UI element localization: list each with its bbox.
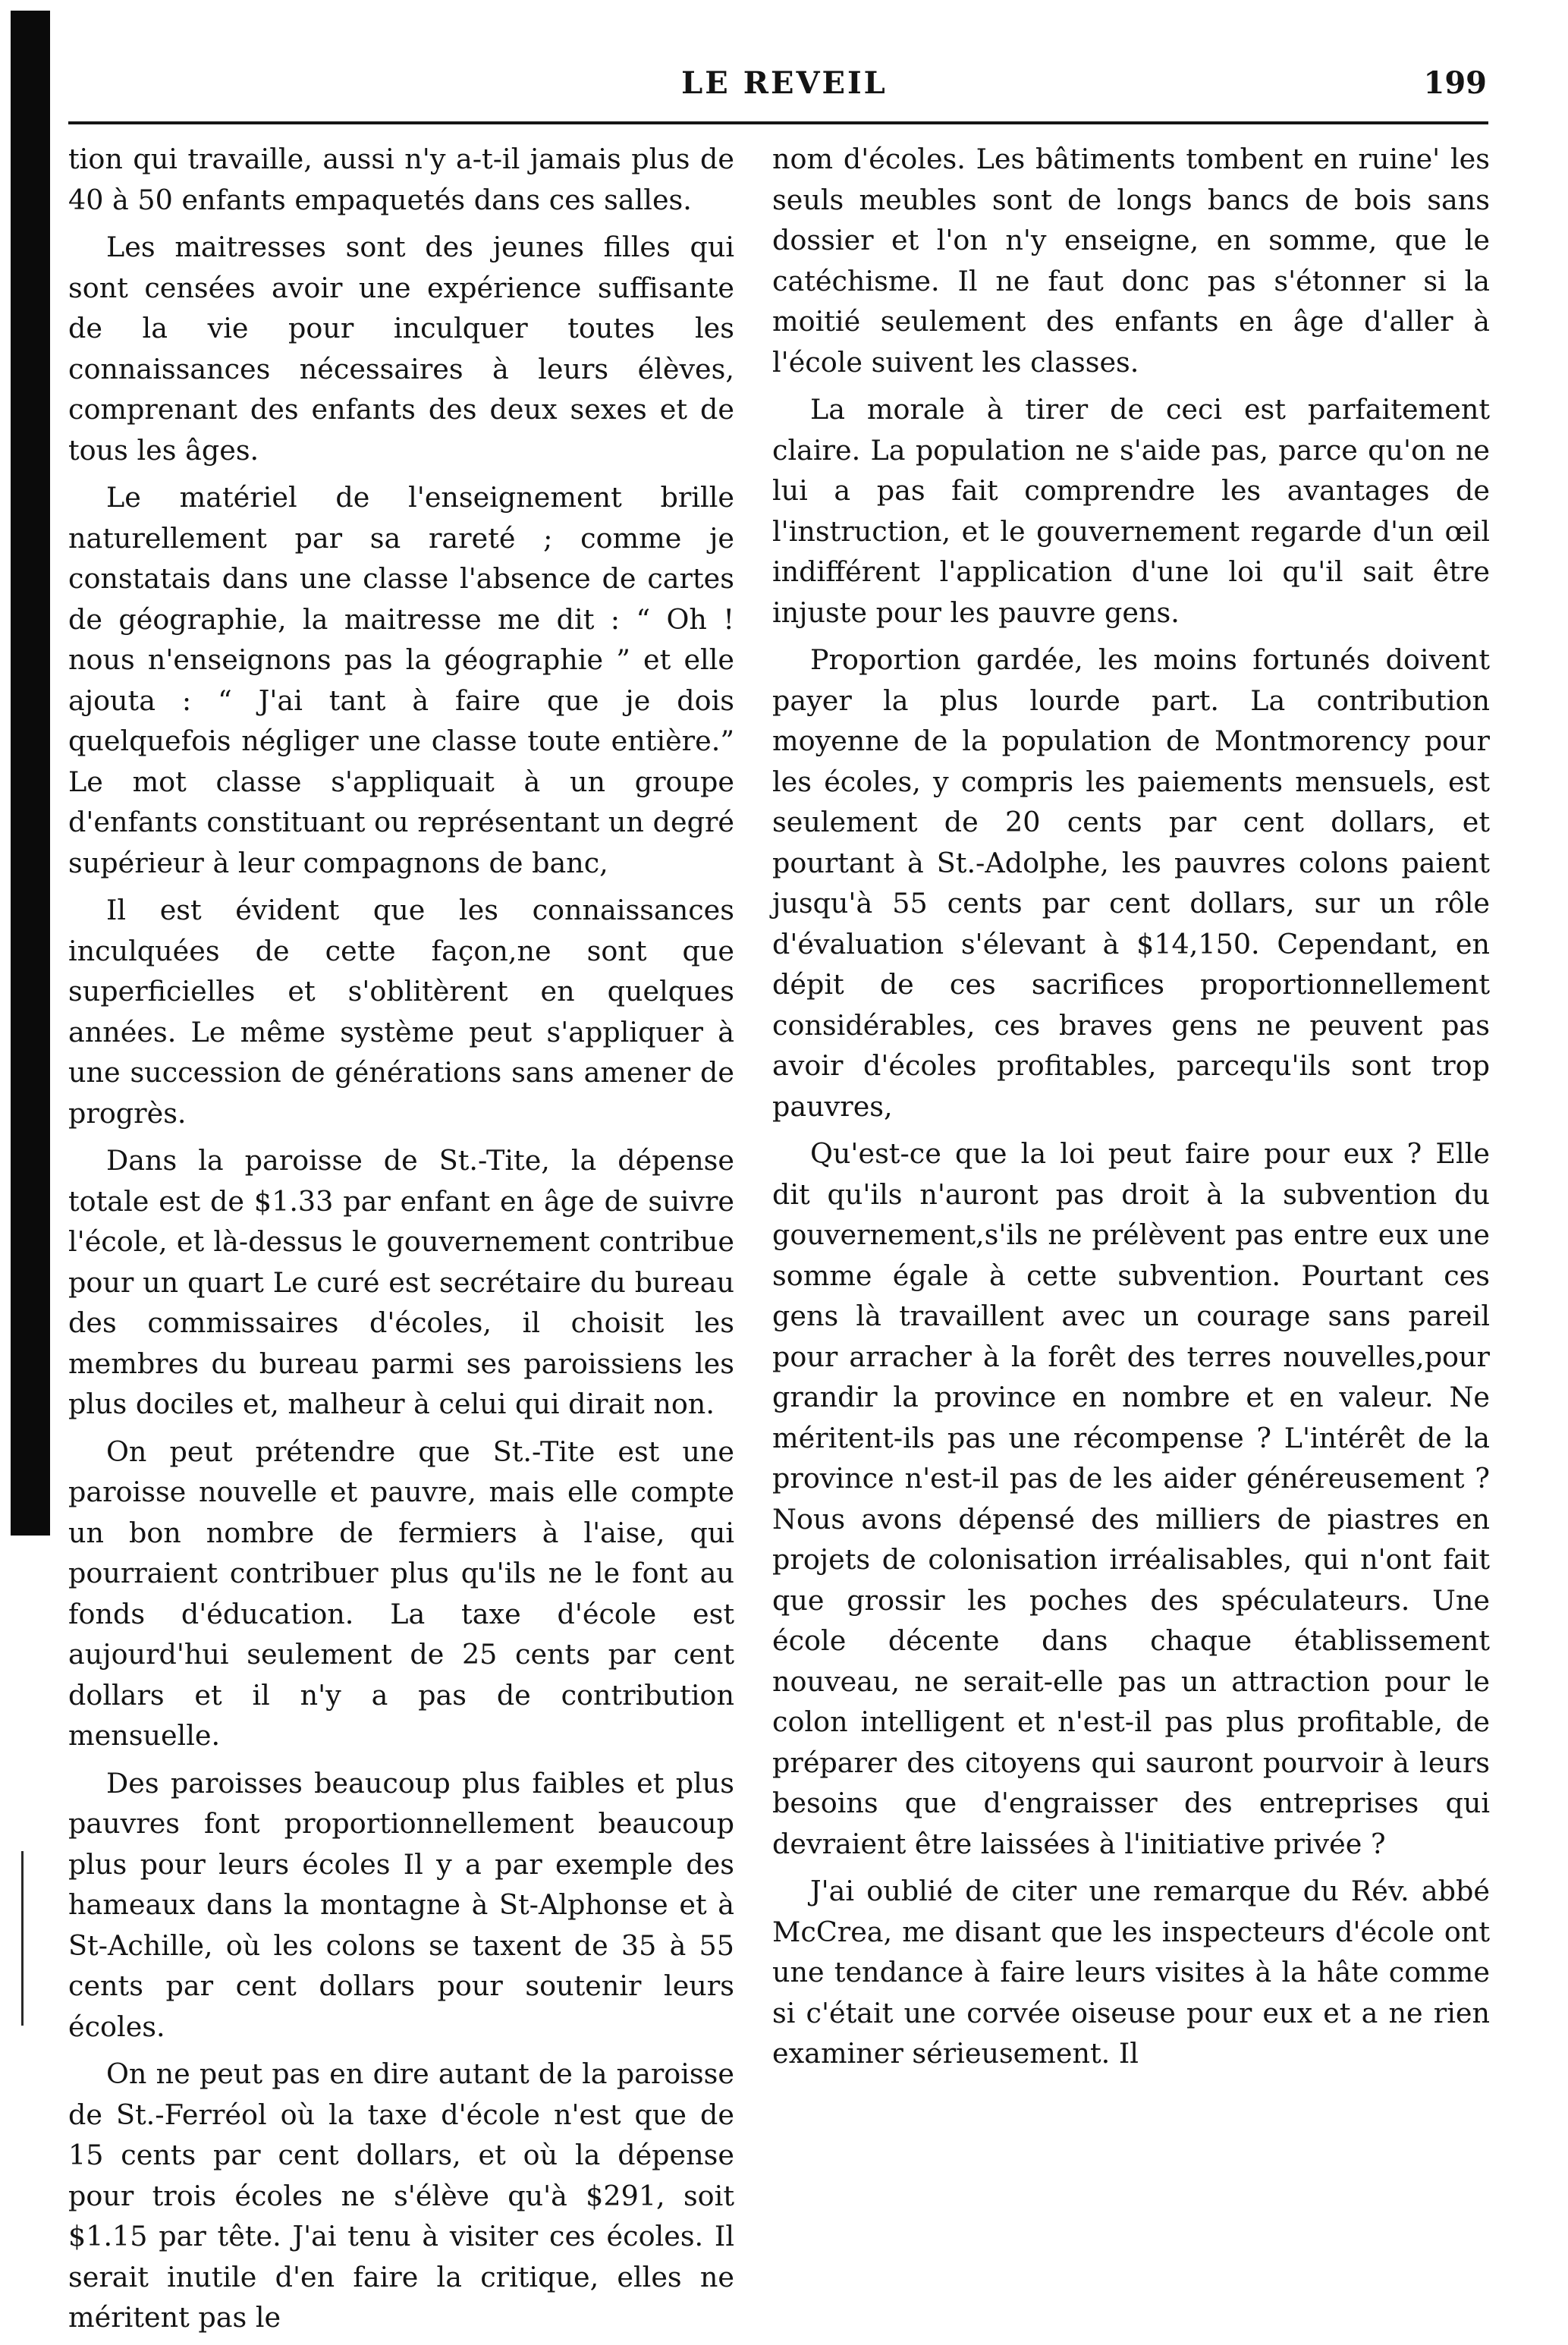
right-column (772, 139, 1490, 2081)
paragraph: On ne peut pas en dire autant de la paroisse de St.-Ferréol où la taxe d'école n'est que de 15 cents par cent dollars, et où la dépense pour trois écoles ne s'élève qu'à $291, soit $1.15 par tête. J'ai tenu à visiter ces écoles. Il serait inutile d'en faire la critique, elles ne méritent pas le (68, 2057, 734, 2334)
paragraph: Qu'est-ce que la loi peut faire pour eux ? Elle dit qu'ils n'auront pas droit à la subvention du gouvernement,s'ils ne prélèvent pas entre eux une somme égale à cette subvention. Pourtant ces gens là travaillent avec un courage sans pareil pour arracher à la forêt des terres nouvelles,pour grandir la province en nombre et en valeur. Ne méritent-ils pas une récompense ? L'intérêt de la province n'est-il pas de les aider généreusement ? Nous avons dépensé des milliers de piastres en projets de colonisation irréalisables, qui n'ont fait que grossir les poches des spéculateurs. Une école décente dans chaque établissement nouveau, ne serait-elle pas un attraction pour le colon intelligent et n'est-il pas plus profitable, de préparer des citoyens qui sauront pourvoir à leurs besoins que d'engraisser des entreprises qui devraient être laissées à l'initiative privée ? (772, 1137, 1490, 1860)
paragraph: Le matériel de l'enseignement brille naturellement par sa rareté ; comme je constatais dans une classe l'absence de cartes de géographie, la maitresse me dit : “ Oh ! nous n'enseignons pas la géographie ” et elle ajouta : “ J'ai tant à faire que je dois quelquefois négliger une classe toute entière.” Le mot classe s'appliquait à un groupe d'enfants constituant ou représentant un degré supérieur à leur compagnons de banc, (68, 481, 734, 879)
page-header (82, 65, 1487, 111)
left-column (68, 139, 734, 2345)
paragraph: J'ai oublié de citer une remarque du Rév. abbé McCrea, me disant que les inspecteurs d'école ont une tendance à faire leurs visites à la hâte comme si c'était une corvée oiseuse pour eux et a ne rien examiner sérieusement. Il (772, 1875, 1490, 2070)
header-rule (68, 121, 1488, 124)
paragraph: On peut prétendre que St.-Tite est une paroisse nouvelle et pauvre, mais elle compte un bon nombre de fermiers à l'aise, qui pourraient contribuer plus qu'ils ne le font au fonds d'éducation. La taxe d'école est aujourd'hui seulement de 25 cents par cent dollars et il n'y a pas de contribution mensuelle. (68, 1435, 734, 1752)
page-number: 199 (1423, 65, 1487, 101)
scan-margin-mark (21, 1851, 24, 2026)
paragraph: Dans la paroisse de St.-Tite, la dépense totale est de $1.33 par enfant en âge de suivre l'école, et là-dessus le gouvernement contribue pour un quart Le curé est secrétaire du bureau des commissaires d'écoles, il choisit les membres du bureau parmi ses paroissiens les plus dociles et, malheur à celui qui dirait non. (68, 1144, 734, 1420)
paragraph: Les maitresses sont des jeunes filles qui sont censées avoir une expérience suffisante de la vie pour inculquer toutes les connaissances nécessaires à leurs élèves, comprenant des enfants des deux sexes et de tous les âges. (68, 231, 734, 467)
paragraph: La morale à tirer de ceci est parfaitement claire. La population ne s'aide pas, parce qu'on ne lui a pas fait comprendre les avantages de l'instruction, et le gouvernement regarde d'un œil indifférent l'application d'une loi qu'il sait être injuste pour les pauvre gens. (772, 393, 1490, 629)
paragraph: Proportion gardée, les moins fortunés doivent payer la plus lourde part. La contribution moyenne de la population de Montmorency pour les écoles, y compris les paiements mensuels, est seulement de 20 cents par cent dollars, et pourtant à St.-Adolphe, les pauvres colons paient jusqu'à 55 cents par cent dollars, sur un rôle d'évaluation s'élevant à $14,150. Cependant, en dépit de ces sacrifices proportionnellement considérables, ces braves gens ne peuvent pas avoir d'écoles profitables, parcequ'ils sont trop pauvres, (772, 643, 1490, 1123)
paragraph: Des paroisses beaucoup plus faibles et plus pauvres font proportionnellement beaucoup plus pour leurs écoles Il y a par exemple des hameaux dans la montagne à St-Alphonse et à St-Achille, où les colons se taxent de 35 à 55 cents par cent dollars pour soutenir leurs écoles. (68, 1766, 734, 2043)
paragraph: Il est évident que les connaissances inculquées de cette façon,ne sont que superficielles et s'oblitèrent en quelques années. Le même système peut s'appliquer à une succession de générations sans amener de progrès. (68, 894, 734, 1130)
running-title: LE REVEIL (681, 65, 888, 101)
paragraph: tion qui travaille, aussi n'y a-t-il jamais plus de 40 à 50 enfants empaquetés dans ces salles. (68, 143, 734, 216)
scan-edge-bar (11, 11, 50, 1536)
paragraph: nom d'écoles. Les bâtiments tombent en ruine' les seuls meubles sont de longs bancs de bois sans dossier et l'on n'y enseigne, en somme, que le catéchisme. Il ne faut donc pas s'étonner si la moitié seulement des enfants en âge d'aller à l'école suivent les classes. (772, 143, 1490, 379)
